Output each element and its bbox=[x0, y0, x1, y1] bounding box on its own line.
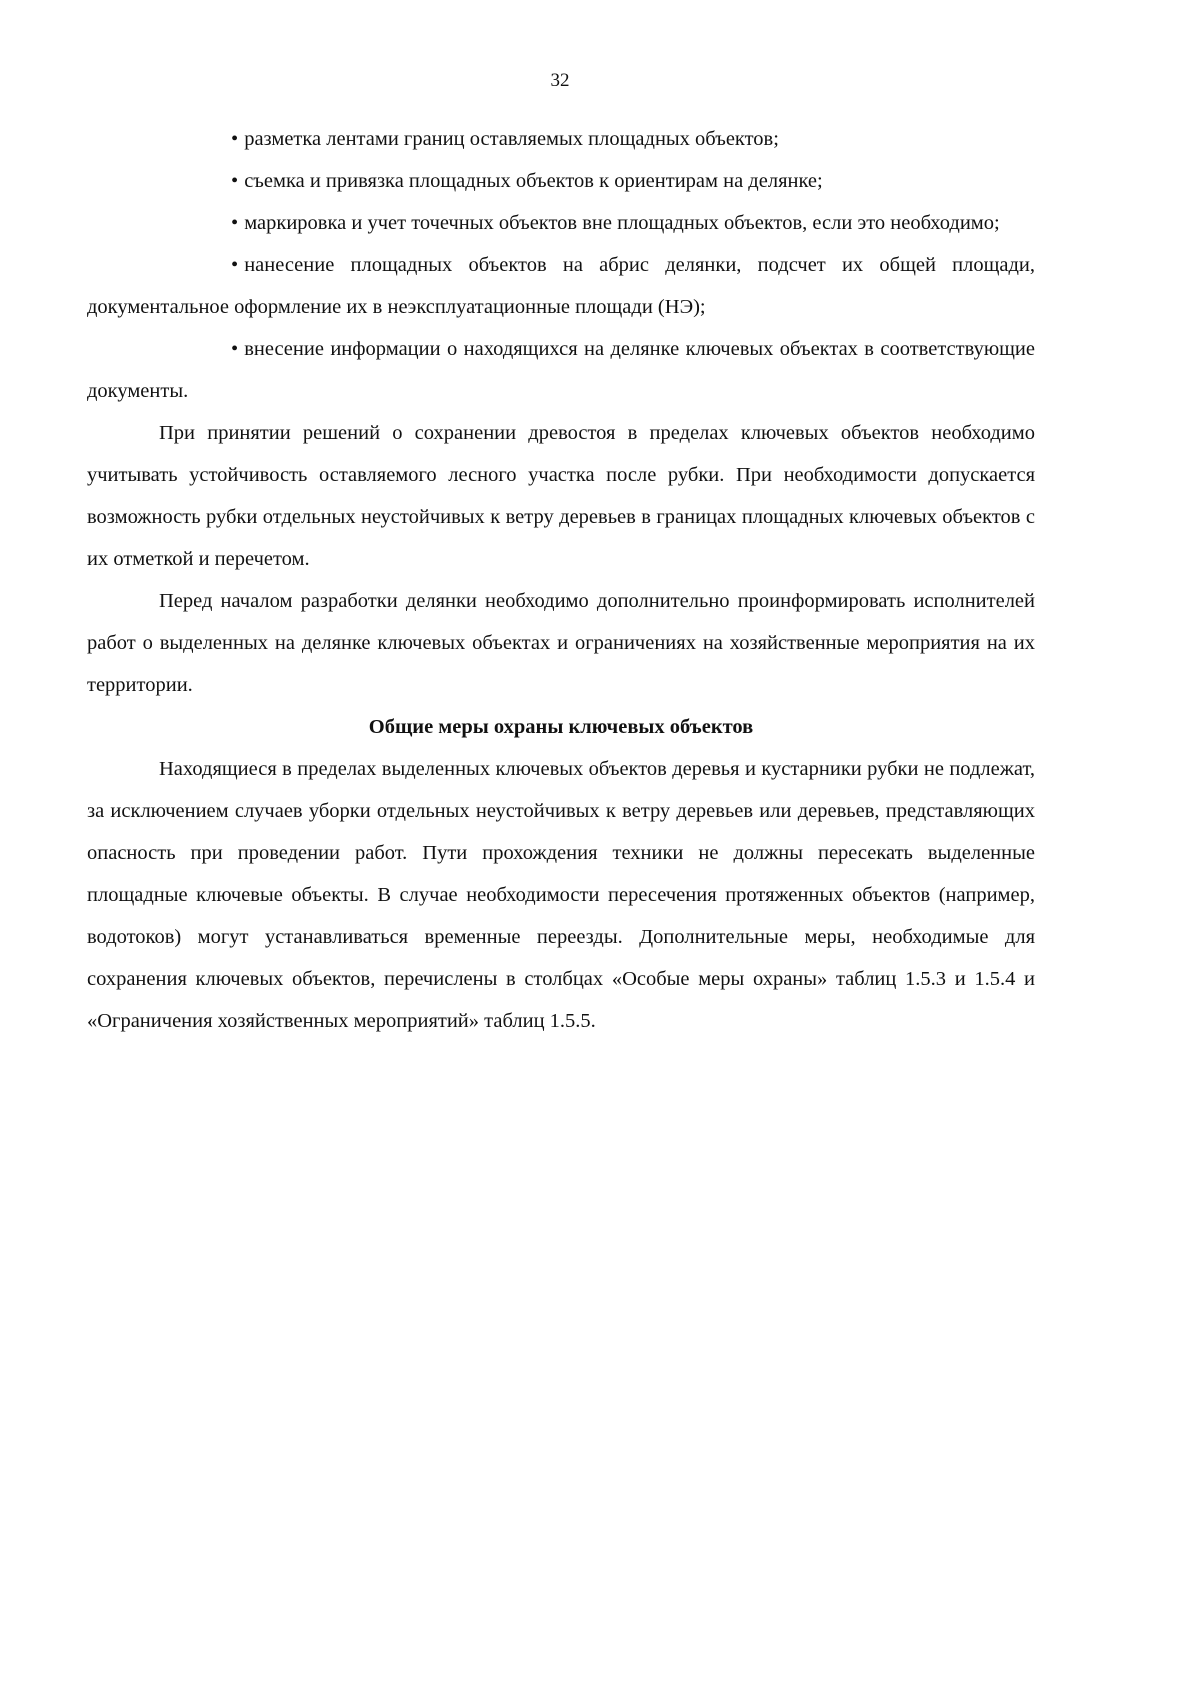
bullet-icon: • bbox=[231, 212, 239, 234]
bullet-icon: • bbox=[231, 338, 239, 360]
page-number: 32 bbox=[550, 70, 570, 91]
bullet-item bbox=[87, 244, 1035, 328]
bullet-icon: • bbox=[231, 254, 239, 276]
bullet-item bbox=[87, 328, 1035, 412]
body-paragraph: Перед началом разработки делянки необходимо дополнительно проинформировать исполнителей работ о выделенных на делянке ключевых объектах и ограничениях на хозяйственные мероприятия на их территории. bbox=[87, 590, 1035, 696]
bullet-icon: • bbox=[231, 128, 239, 150]
bullet-text: нанесение площадных объектов на абрис делянки, подсчет их общей площади, документальное оформление их в неэксплуатационные площади (НЭ); bbox=[87, 254, 1035, 318]
bullet-text: съемка и привязка площадных объектов к ориентирам на делянке; bbox=[244, 170, 823, 192]
section-heading: Общие меры охраны ключевых объектов bbox=[368, 716, 754, 738]
bullet-text: разметка лентами границ оставляемых площадных объектов; bbox=[244, 128, 779, 150]
bullet-icon: • bbox=[231, 170, 239, 192]
body-paragraph: При принятии решений о сохранении древостоя в пределах ключевых объектов необходимо учитывать устойчивость оставляемого лесного участка после рубки. При необходимости допускается возможность рубки отдельных неустойчивых к ветру деревьев в границах площадных ключевых объектов с их отметкой и перечетом. bbox=[87, 422, 1035, 570]
bullet-item bbox=[87, 118, 1035, 160]
page-content bbox=[87, 118, 1035, 1042]
bullet-item bbox=[87, 202, 1035, 244]
bullet-item bbox=[87, 160, 1035, 202]
bullet-text: маркировка и учет точечных объектов вне площадных объектов, если это необходимо; bbox=[244, 212, 1000, 234]
bullet-text: внесение информации о находящихся на делянке ключевых объектах в соответствующие документы. bbox=[87, 338, 1035, 402]
section-paragraph: Находящиеся в пределах выделенных ключевых объектов деревья и кустарники рубки не подлежат, за исключением случаев уборки отдельных неустойчивых к ветру деревьев или деревьев, представляющих опасность при проведении работ. Пути прохождения техники не должны пересекать выделенные площадные ключевые объекты. В случае необходимости пересечения протяженных объектов (например, водотоков) могут устанавливаться временные переезды. Дополнительные меры, необходимые для сохранения ключевых объектов, перечислены в столбцах «Особые меры охраны» таблиц 1.5.3 и 1.5.4 и «Ограничения хозяйственных мероприятий» таблиц 1.5.5. bbox=[87, 758, 1035, 1032]
